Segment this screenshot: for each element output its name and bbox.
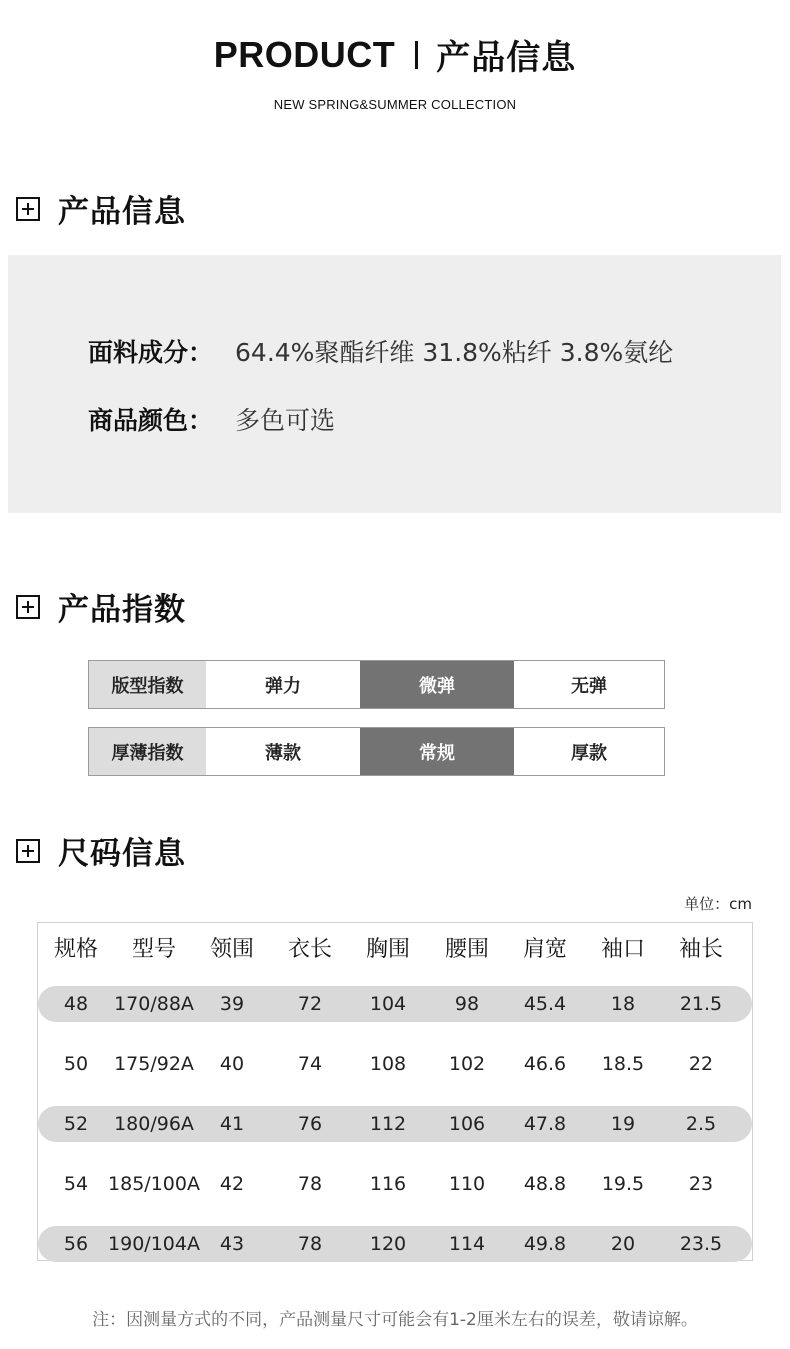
index-label: 版型指数 bbox=[89, 661, 206, 708]
table-cell: 74 bbox=[297, 1053, 323, 1075]
table-cell: 180/96A bbox=[114, 1113, 194, 1135]
color-row bbox=[88, 401, 335, 437]
index-label: 厚薄指数 bbox=[89, 728, 206, 775]
expand-plus-icon bbox=[16, 197, 40, 221]
title-divider bbox=[415, 41, 418, 69]
table-cell: 52 bbox=[63, 1113, 89, 1135]
table-header-cell: 型号 bbox=[131, 936, 176, 962]
table-header-cell: 腰围 bbox=[444, 936, 489, 962]
index-option: 无弹 bbox=[514, 661, 664, 708]
table-cell: 98 bbox=[454, 993, 480, 1015]
table-row bbox=[38, 1166, 752, 1202]
table-cell: 175/92A bbox=[114, 1053, 194, 1075]
table-cell: 78 bbox=[297, 1173, 323, 1195]
table-cell: 39 bbox=[219, 993, 245, 1015]
color-label: 商品颜色： bbox=[88, 406, 214, 435]
table-header-cell: 领围 bbox=[209, 936, 254, 962]
index-option: 弹力 bbox=[206, 661, 360, 708]
table-cell: 41 bbox=[219, 1113, 245, 1135]
index-bar bbox=[88, 727, 665, 776]
table-cell: 19.5 bbox=[601, 1173, 645, 1195]
table-cell: 22 bbox=[688, 1053, 714, 1075]
index-bar bbox=[88, 660, 665, 709]
table-cell: 48.8 bbox=[523, 1173, 567, 1195]
section-title-size: 尺码信息 bbox=[58, 836, 186, 872]
size-table bbox=[37, 922, 753, 1261]
table-cell: 54 bbox=[63, 1173, 89, 1195]
table-row bbox=[38, 1226, 752, 1262]
table-cell: 20 bbox=[610, 1233, 636, 1255]
table-cell: 23 bbox=[688, 1173, 714, 1195]
table-cell: 47.8 bbox=[523, 1113, 567, 1135]
table-cell: 23.5 bbox=[679, 1233, 723, 1255]
expand-plus-icon bbox=[16, 839, 40, 863]
table-header-cell: 规格 bbox=[53, 936, 98, 962]
table-cell: 21.5 bbox=[679, 993, 723, 1015]
unit-label: 单位：cm bbox=[684, 895, 752, 913]
table-cell: 110 bbox=[448, 1173, 486, 1195]
table-cell: 19 bbox=[610, 1113, 636, 1135]
index-option: 厚款 bbox=[514, 728, 664, 775]
table-cell: 108 bbox=[369, 1053, 407, 1075]
table-cell: 170/88A bbox=[114, 993, 194, 1015]
table-cell: 43 bbox=[219, 1233, 245, 1255]
table-cell: 190/104A bbox=[108, 1233, 200, 1255]
table-cell: 72 bbox=[297, 993, 323, 1015]
table-cell: 49.8 bbox=[523, 1233, 567, 1255]
table-header-cell: 袖口 bbox=[600, 936, 645, 962]
table-header-cell: 袖长 bbox=[678, 936, 723, 962]
collection-subtitle: NEW SPRING&SUMMER COLLECTION bbox=[273, 97, 517, 112]
table-cell: 78 bbox=[297, 1233, 323, 1255]
expand-plus-icon bbox=[16, 595, 40, 619]
table-header-cell: 衣长 bbox=[287, 936, 332, 962]
table-cell: 18.5 bbox=[601, 1053, 645, 1075]
table-cell: 112 bbox=[369, 1113, 407, 1135]
table-row bbox=[38, 1106, 752, 1142]
product-info-box bbox=[8, 255, 781, 513]
index-option-selected: 常规 bbox=[360, 728, 514, 775]
table-header-cell: 胸围 bbox=[365, 936, 410, 962]
measurement-note: 注：因测量方式的不同，产品测量尺寸可能会有1-2厘米左右的误差，敬请谅解。 bbox=[92, 1310, 698, 1330]
table-cell: 56 bbox=[63, 1233, 89, 1255]
table-cell: 48 bbox=[63, 993, 89, 1015]
table-cell: 185/100A bbox=[108, 1173, 200, 1195]
fabric-label: 面料成分： bbox=[88, 338, 214, 367]
table-cell: 42 bbox=[219, 1173, 245, 1195]
section-title-info: 产品信息 bbox=[58, 194, 186, 230]
table-cell: 46.6 bbox=[523, 1053, 567, 1075]
table-cell: 104 bbox=[369, 993, 407, 1015]
table-header-cell: 肩宽 bbox=[522, 936, 567, 962]
table-cell: 18 bbox=[610, 993, 636, 1015]
table-cell: 106 bbox=[448, 1113, 486, 1135]
table-cell: 40 bbox=[219, 1053, 245, 1075]
section-title-index: 产品指数 bbox=[58, 592, 186, 628]
page-header bbox=[0, 30, 790, 79]
header-title bbox=[214, 30, 577, 79]
table-cell: 114 bbox=[448, 1233, 486, 1255]
table-cell: 45.4 bbox=[523, 993, 567, 1015]
table-cell: 102 bbox=[448, 1053, 486, 1075]
fabric-row bbox=[88, 333, 673, 369]
table-row bbox=[38, 986, 752, 1022]
title-english: PRODUCT bbox=[213, 33, 396, 75]
table-cell: 76 bbox=[297, 1113, 323, 1135]
table-cell: 120 bbox=[369, 1233, 407, 1255]
index-option: 薄款 bbox=[206, 728, 360, 775]
section-heading-size bbox=[16, 828, 186, 873]
fabric-value: 64.4%聚酯纤维 31.8%粘纤 3.8%氨纶 bbox=[235, 338, 674, 367]
title-chinese: 产品信息 bbox=[436, 38, 577, 78]
table-cell: 116 bbox=[369, 1173, 407, 1195]
section-heading-info bbox=[16, 186, 186, 231]
table-cell: 50 bbox=[63, 1053, 89, 1075]
index-option-selected: 微弹 bbox=[360, 661, 514, 708]
table-header-row bbox=[38, 923, 752, 971]
section-heading-index bbox=[16, 584, 186, 629]
table-row bbox=[38, 1046, 752, 1082]
color-value: 多色可选 bbox=[235, 406, 336, 435]
table-cell: 2.5 bbox=[685, 1113, 717, 1135]
